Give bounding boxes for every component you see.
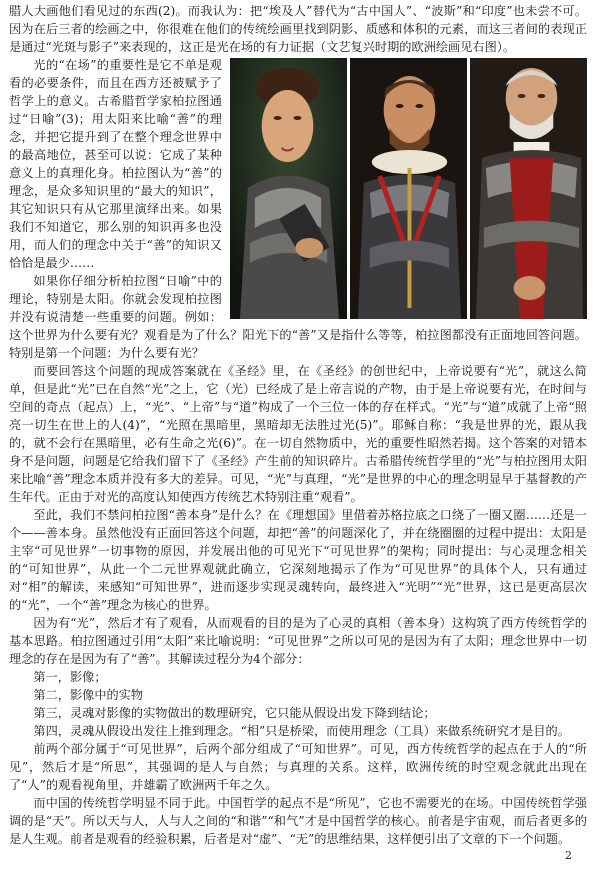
paragraph: 如果你仔细分析柏拉图“日喻”中的理论，特别是太阳。你就会发现柏拉图并没有说清楚一些重要的问题。例如：这个世界为什么要有光？观看是为了什么？阳光下的“善”又是指什么等等，柏拉图都没有正面地回答问题。特别是第一个问题：为什么要有光？ [9,274,587,360]
paragraph: 因为有“光”，然后才有了观看，从而观看的目的是为了心灵的真相（善本身）这构筑了西方传统哲学的基本思路。柏拉图通过引用“太阳”来比喻说明：“可见世界”之所以可见的是因为有了太阳；理念世界中一切理念的存在是因为有了“善”。其解读过程分为4个部分： [9,616,587,666]
list-item: 第一，影像； [33,670,107,684]
portrait-old-man-armor [470,58,587,319]
paragraph: 而要回答这个问题的现成答案就在《圣经》里，在《圣经》的创世纪中，上帝说要有“光”，就这么简单，但是此“光”已在自然“光”之上，它（光）已经成了是上帝言说的产物，由于是上帝说要有光，在时间与空间的奇点（起点）上，“光”、“上帝”与“道”构成了一个三位一体的存在样式。“光”与“道”成就了上帝“照亮一切生在世上的人(4)”，“光照在黑暗里，黑暗却无法胜过光(5)”。耶稣自称：“我是世界的光，跟从我的，就不会行在黑暗里，必有生命之光(6)”。在一切自然物质中，光的重要性昭然若揭。这个答案的对错本身不是问题，问题是它给我们留下了《圣经》产生前的知识碎片。古希腊传统哲学里的“光”与柏拉图用太阳来比喻“善”理念本质并没有多大的差异。可见，“光”与真理，“光”是世界的中心的理念明显早于基督教的产生年代。正由于对光的高度认知使西方传统艺术特别注重“观看”。 [9,364,587,504]
paragraph: 光的“在场”的重要性是它不单是观看的必要条件，而且在西方还被赋予了哲学上的意义。古希腊哲学家柏拉图通过“日喻”(3)；用太阳来比喻“善”的理念，并把它提升到了在整个理念世界中的最高地位，甚至可以说：它成了某种意义上的真理化身。柏拉图认为“善”的理念，是众多知识里的“最大的知识”，其它知识只有从它那里演绎出来。如果我们不知道它，那么别的知识再多也没用，而人们的理念中关于“善”的知识又恰恰是最少…… [9,58,222,270]
paragraph: 腊人大画他们看见过的东西(2)。而我认为：把“埃及人”替代为“古中国人”、“波斯”和“印度”也未尝不可。因为在后三者的绘画之中，你很难在他们的传统绘画里找到阴影、质感和体积的元素，而这三者间的表现正是通过“光斑与影子”来表现的，这正是光在场的有力证据（文艺复兴时期的欧洲绘画见右图）。 [9,4,587,54]
list-item: 第三，灵魂对影像的实物做出的数理研究，它只能从假设出发下降到结论； [33,706,436,720]
page-number: 2 [565,849,572,862]
portrait-nobleman-ruff [350,58,467,319]
page-body [9,2,587,848]
renaissance-portraits-figure [230,58,587,319]
list-item: 第四，灵魂从假设出发往上推到理念。“相”只是桥梁，而使用理念（工具）来做系统研究才是目的。 [33,724,570,738]
list-item: 第二，影像中的实物 [33,688,144,702]
portrait-young-man-armor [230,58,347,319]
paragraph: 至此，我们不禁问柏拉图“善本身”是什么？在《理想国》里借着苏格拉底之口绕了一圈又圈……还是一个——善本身。虽然他没有正面回答这个问题，却把“善”的问题深化了，并在绕圈圈的过程中提出：太阳是主宰“可见世界”一切事物的原因，并发展出他的可见光下“可见世界”的架构；同时提出：与心灵理念相关的“可知世界”，从此一个二元世界观就此确立，它深刻地揭示了作为“可见世界”的具体个人，只有通过对“相”的解读，来感知“可知世界”，进而逐步实现灵魂转向，最终进入“光明”“光”世界，这已是更高层次的“光”，一个“善”理念为核心的世界。 [9,508,587,612]
paragraph: 前两个部分属于“可见世界”，后两个部分组成了“可知世界”。可见，西方传统哲学的起点在于人的“所见”，然后才是“所思”，其强调的是人与自然；与真理的关系。这样，欧洲传统的时空观念就此出现在了“人”的观看视角里，并雄霸了欧洲两千年之久。 [9,742,587,792]
paragraph: 而中国的传统哲学明显不同于此。中国哲学的起点不是“所见”，它也不需要光的在场。中国传统哲学强调的是“天”。所以天与人，人与人之间的“和谐”“和气”才是中国哲学的核心。前者是宇宙观，而后者更多的是人生观。前者是观看的经验积累，后者是对“虚”、“无”的思维结果，这样便引出了文章的下一个问题。 [9,796,587,846]
